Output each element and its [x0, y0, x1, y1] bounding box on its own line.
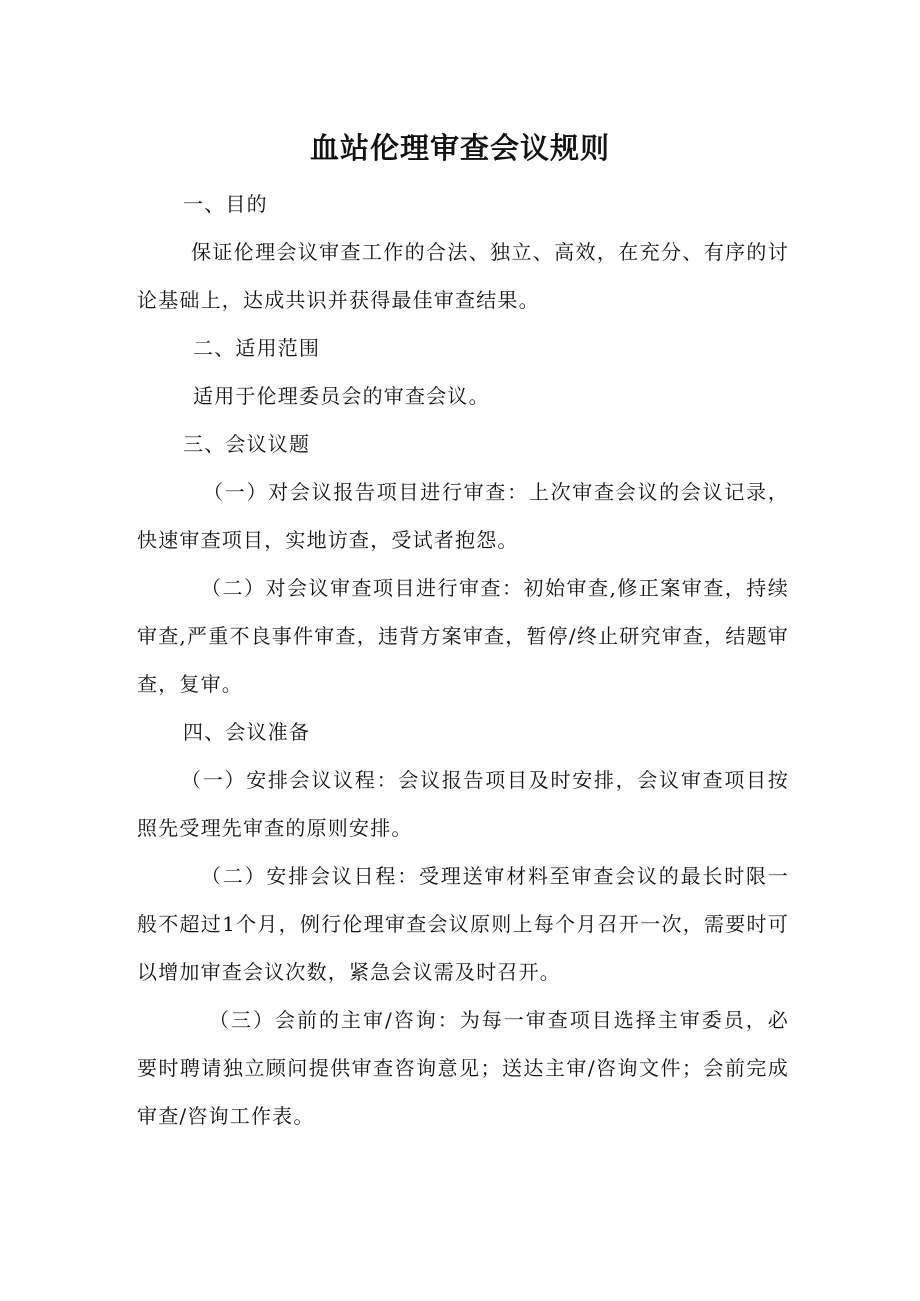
- document-body: [137, 180, 789, 1140]
- document-title: 血站伦理审查会议规则: [309, 131, 610, 165]
- section-heading-purpose: 一、目的: [183, 192, 268, 216]
- paragraph-preparation-agenda: （一）安排会议议程：会议报告项目及时安排，会议审查项目按照先受理先审查的原则安排。: [137, 768, 789, 840]
- paragraph-preparation-schedule: （二）安排会议日程：受理送审材料至审查会议的最长时限一般不超过1个月，例行伦理审查会议原则上每个月召开一次，需要时可以增加审查会议次数，紧急会议需及时召开。: [137, 864, 789, 984]
- section-heading-scope: 二、适用范围: [193, 336, 321, 360]
- paragraph-agenda-report: （一）对会议报告项目进行审查：上次审查会议的会议记录，快速审查项目，实地访查，受试者抱怨。: [137, 480, 789, 552]
- section-heading-agenda: 三、会议议题: [183, 432, 311, 456]
- paragraph-agenda-review: （二）对会议审查项目进行审查：初始审查,修正案审查，持续审查,严重不良事件审查，违背方案审查，暂停/终止研究审查，结题审查，复审。: [137, 576, 789, 696]
- section-heading-preparation: 四、会议准备: [183, 720, 311, 744]
- paragraph-purpose: 保证伦理会议审查工作的合法、独立、高效，在充分、有序的讨论基础上，达成共识并获得最佳审查结果。: [137, 240, 789, 312]
- paragraph-preparation-primary-review: （三）会前的主审/咨询：为每一审查项目选择主审委员，必要时聘请独立顾问提供审查咨询意见；送达主审/咨询文件；会前完成审查/咨询工作表。: [137, 1008, 789, 1128]
- paragraph-scope: 适用于伦理委员会的审查会议。: [193, 384, 490, 408]
